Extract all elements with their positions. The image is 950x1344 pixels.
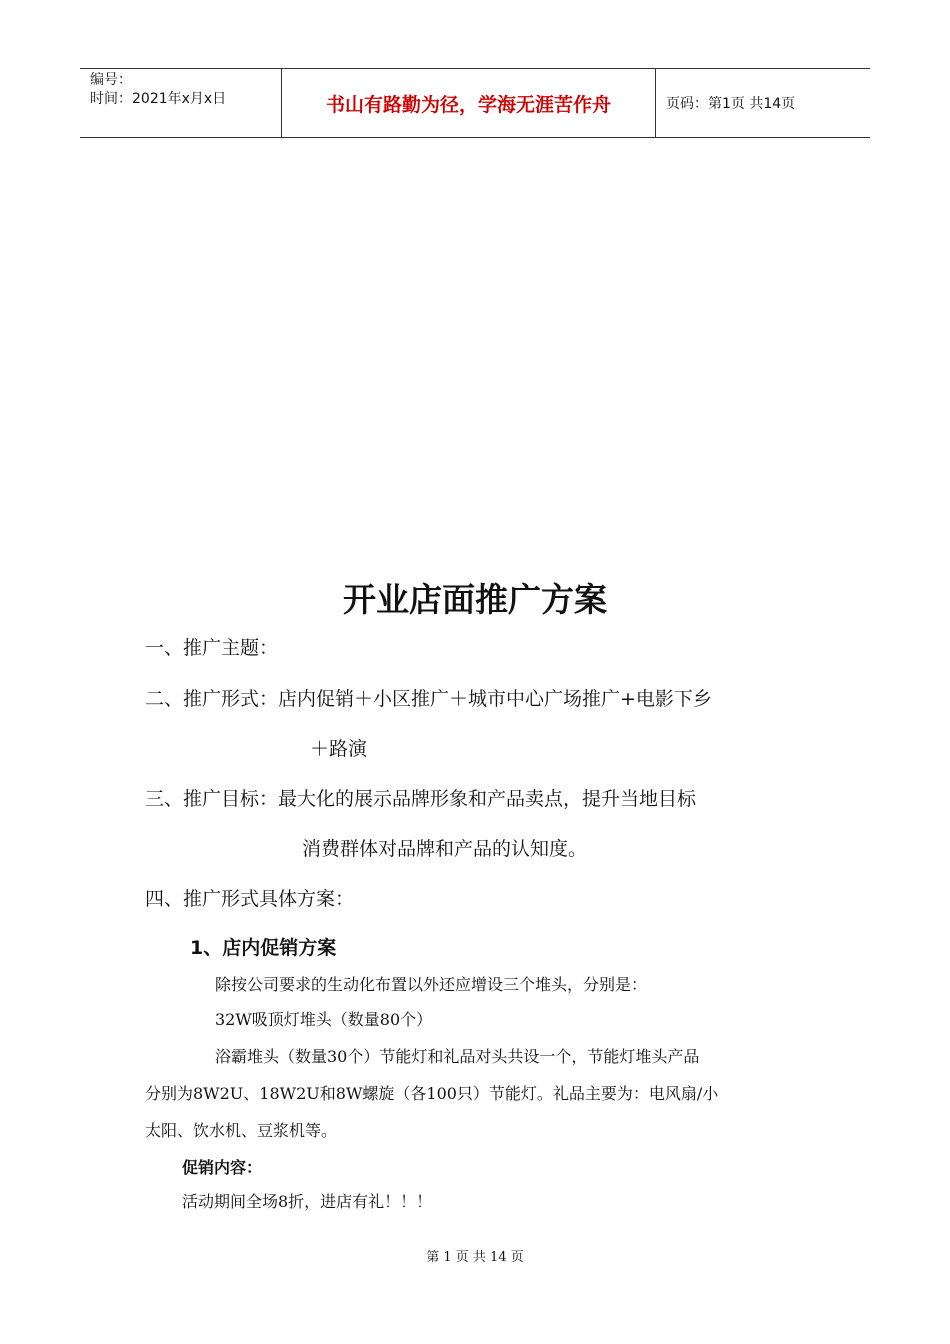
document-title: 开业店面推广方案 xyxy=(343,580,607,619)
paragraph-3-line-1: 浴霸堆头（数量30个）节能灯和礼品对头共设一个，节能灯堆头产品 xyxy=(215,1047,700,1066)
section-3-line-1: 三、推广目标：最大化的展示品牌形象和产品卖点，提升当地目标 xyxy=(145,788,697,810)
doc-number-label: 编号： xyxy=(90,72,132,88)
section-2-line-1: 二、推广形式：店内促销＋小区推广＋城市中心广场推广+电影下乡 xyxy=(145,688,712,710)
paragraph-2: 32W吸顶灯堆头（数量80个） xyxy=(215,1010,433,1029)
section-2-line-2: ＋路演 xyxy=(310,738,368,760)
promo-text: 活动期间全场8折，进店有礼！！！ xyxy=(182,1192,433,1211)
paragraph-3-line-3: 太阳、饮水机、豆浆机等。 xyxy=(145,1121,338,1140)
section-3-line-2: 消费群体对品牌和产品的认知度。 xyxy=(302,838,588,860)
section-4: 四、推广形式具体方案： xyxy=(145,888,355,910)
paragraph-1: 除按公司要求的生动化布置以外还应增设三个堆头，分别是： xyxy=(215,975,648,994)
section-1: 一、推广主题： xyxy=(145,637,279,659)
header-page-info: 页码：第1页 共14页 xyxy=(666,96,796,112)
header-meta xyxy=(80,69,281,137)
promo-label: 促销内容： xyxy=(182,1158,263,1177)
page-footer: 第 1 页 共 14 页 xyxy=(426,1250,524,1265)
doc-time: 时间：2021年x月x日 xyxy=(90,91,227,107)
paragraph-3-line-2: 分别为8W2U、18W2U和8W螺旋（各100只）节能灯。礼品主要为：电风扇/小 xyxy=(145,1084,719,1103)
header-motto: 书山有路勤为径，学海无涯苦作舟 xyxy=(281,69,656,137)
page-header xyxy=(80,68,870,138)
subsection-1-heading: 1、店内促销方案 xyxy=(190,937,337,959)
